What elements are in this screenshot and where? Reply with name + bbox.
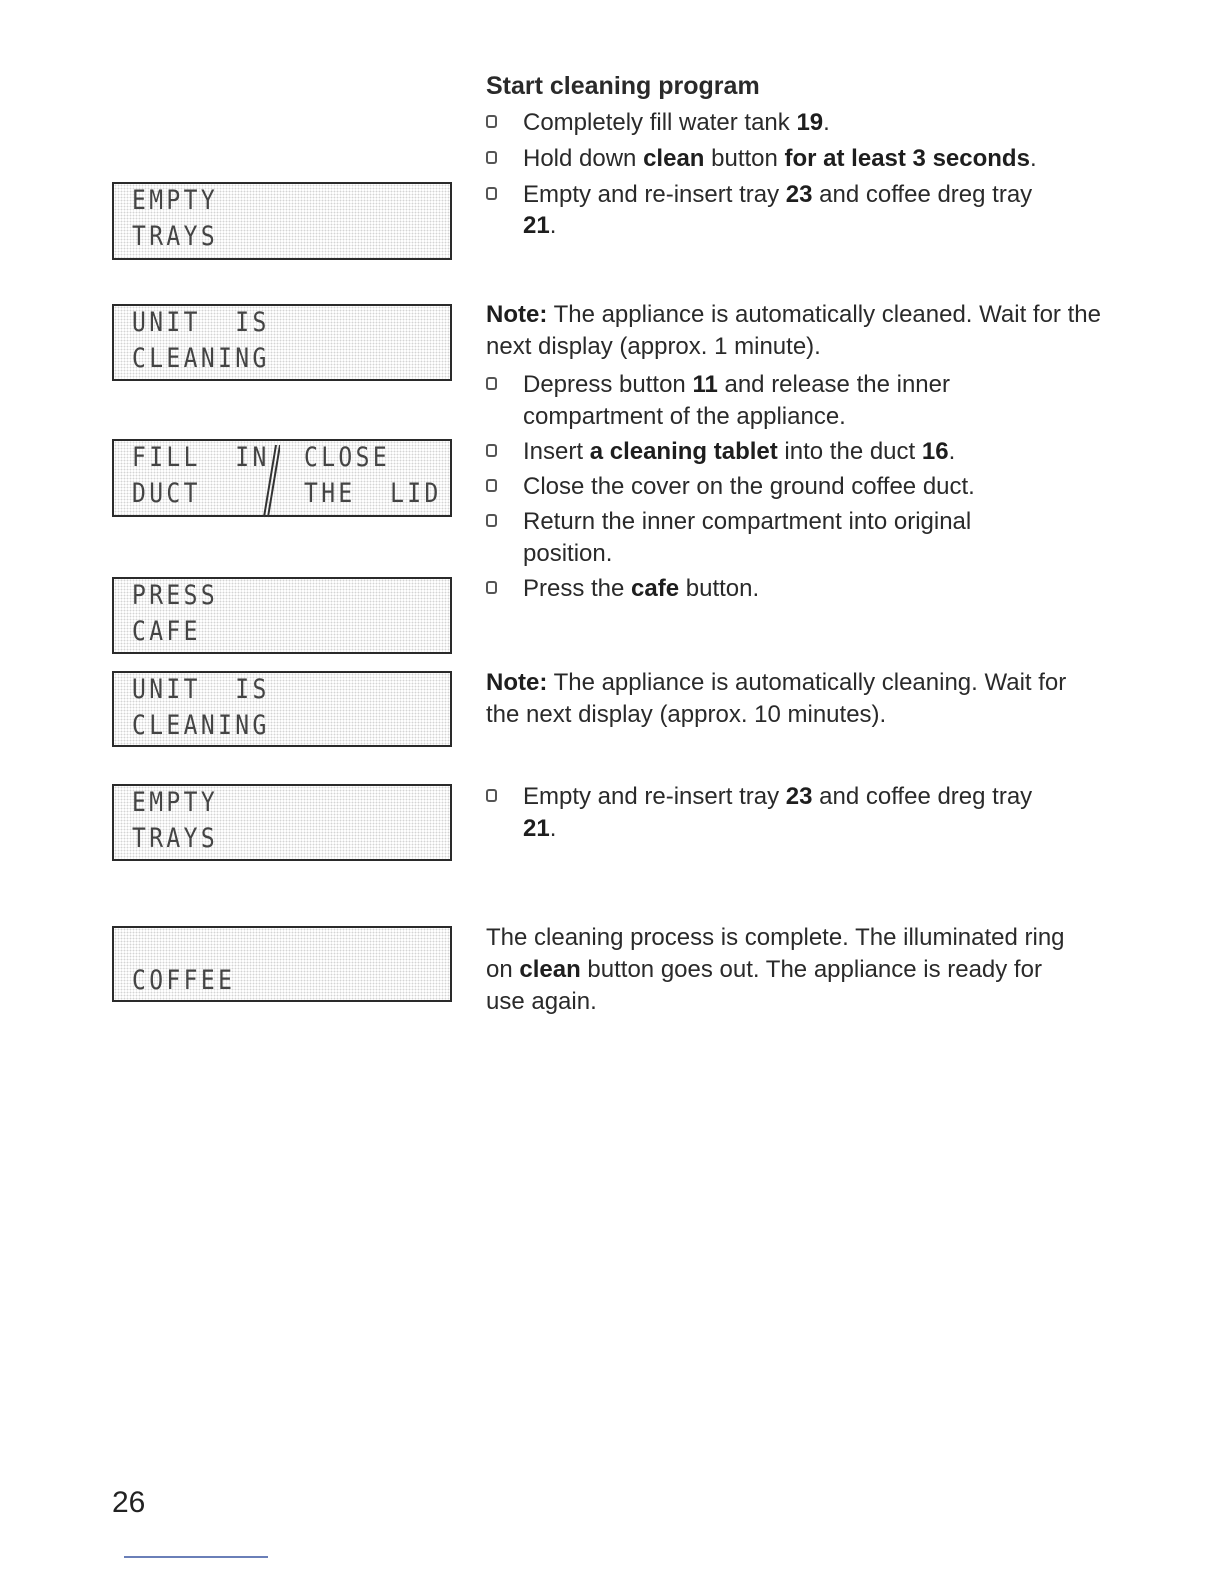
list-item: Press the cafe button.	[486, 573, 1106, 605]
checkbox-icon	[486, 479, 497, 492]
lcd-line-2: CLEANING	[132, 343, 270, 374]
instruction-list-empty	[486, 781, 1106, 845]
list-item: Completely fill water tank 19.	[486, 107, 1106, 138]
lcd-line-1: UNIT IS	[132, 307, 270, 338]
note-paragraph: Note: The appliance is automatically cleaning. Wait for the next display (approx. 10 minutes).	[486, 669, 1067, 728]
checkbox-icon	[486, 444, 497, 457]
lcd-line-1: UNIT IS	[132, 674, 270, 705]
lcd-display-unit-cleaning-2	[112, 671, 452, 747]
lcd-line-2: TRAYS	[132, 221, 219, 252]
note-block-cleaning	[486, 667, 1086, 731]
lcd-line-1: EMPTY	[132, 185, 219, 216]
lcd-right-line-2: THE LID	[304, 478, 442, 509]
list-item: Empty and re-insert tray 23 and coffee dreg tray 21.	[486, 781, 1043, 845]
instruction-list-start	[486, 107, 1106, 241]
lcd-line-2: COFFEE	[132, 965, 236, 996]
lcd-line-1: EMPTY	[132, 787, 219, 818]
lcd-line-1: PRESS	[132, 580, 219, 611]
list-item: Depress button 11 and release the inner compartment of the appliance.	[486, 369, 1043, 433]
checkbox-icon	[486, 115, 497, 128]
section-heading: Start cleaning program	[486, 72, 760, 100]
lcd-display-empty-trays	[112, 182, 452, 260]
checkbox-icon	[486, 377, 497, 390]
lcd-line-2: TRAYS	[132, 823, 219, 854]
lcd-line-2: CLEANING	[132, 710, 270, 741]
list-item: Empty and re-insert tray 23 and coffee dreg tray 21.	[486, 179, 1043, 241]
list-item: Return the inner compartment into original position.	[486, 506, 1043, 570]
checkbox-icon	[486, 151, 497, 164]
lcd-display-fill-close	[112, 439, 452, 517]
footer-rule	[124, 1556, 268, 1558]
lcd-display-coffee	[112, 926, 452, 1002]
lcd-display-empty-trays-2	[112, 784, 452, 861]
note-paragraph: Note: The appliance is automatically cleaned. Wait for the next display (approx. 1 minute).	[486, 301, 1101, 360]
list-item: Insert a cleaning tablet into the duct 16.	[486, 436, 1106, 468]
checkbox-icon	[486, 789, 497, 802]
page-number: 26	[112, 1486, 146, 1519]
lcd-divider-slash	[260, 443, 280, 519]
lcd-right-line-1: CLOSE	[304, 442, 391, 473]
completion-paragraph: The cleaning process is complete. The illuminated ring on clean button goes out. The appliance is ready for use again.	[486, 924, 1065, 1015]
note-block-cleaned	[486, 299, 1106, 605]
checkbox-icon	[486, 187, 497, 200]
list-item: Hold down clean button for at least 3 seconds.	[486, 143, 1106, 174]
checkbox-icon	[486, 514, 497, 527]
lcd-display-unit-cleaning	[112, 304, 452, 381]
lcd-display-press-cafe	[112, 577, 452, 654]
lcd-line-2: CAFE	[132, 616, 201, 647]
list-item: Close the cover on the ground coffee duct.	[486, 471, 1106, 503]
checkbox-icon	[486, 581, 497, 594]
lcd-left-line-1: FILL IN	[132, 442, 270, 473]
lcd-left-line-2: DUCT	[132, 478, 201, 509]
